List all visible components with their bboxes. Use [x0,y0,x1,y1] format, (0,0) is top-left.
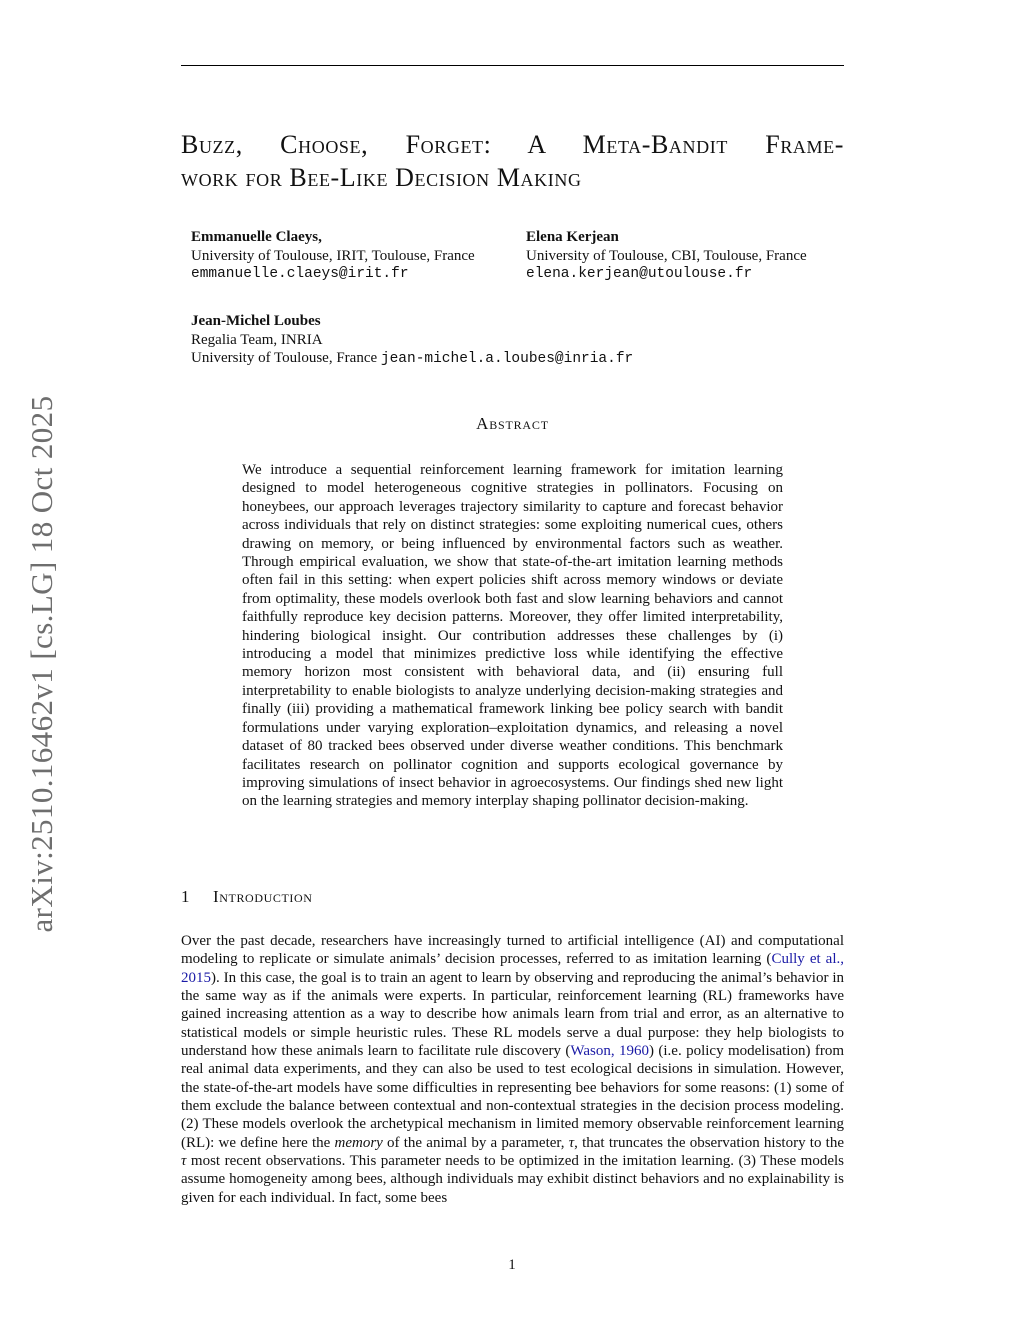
arxiv-identifier: arXiv:2510.16462v1 [cs.LG] 18 Oct 2025 [24,395,59,933]
intro-text-2: ). In this case, the goal is to train an agent to learn by observing and reproducing the animal’s behavior in the same way as if the animals were experts. In particular, reinforcement learning (RL) frameworks have gained increasing attention as a way to describe how animals learn from trial and error, as an alternative to statistical models or simple heuristic rules. These RL models serve a dual purpose: they help biologists to understand how these animals learn to facilitate rule discovery ( [181,969,844,1060]
section-heading [181,887,313,907]
citation-cully-2015[interactable]: Cully et al., 2015 [181,951,845,986]
author-email[interactable]: emmanuelle.claeys@irit.fr [191,266,409,282]
intro-text-6: most recent observations. This parameter needs to be optimized in the imitation learning. (3) These models assume homogeneity among bees, although individuals may exhibit distinct behaviors and no explainability is given for each individual. In fact, some bees [181,1153,844,1206]
intro-text-3: ) (i.e. policy modelisation) from real animal data experiments, and they can also be used to test ecological decisions in simulation. However, the state-of-the-art models have some difficulties in representing bee behaviors for some reasons: (1) some of them exclude the balance between contextual and non-contextual strategies in the decision process modeling. (2) These models overlook the archetypical mechanism in limited memory observable reinforcement learning (RL): we define here the [181,1043,844,1151]
page-number: 1 [508,1257,516,1273]
author-name: Elena Kerjean [526,229,619,245]
title-line-2: work for Bee-Like Decision Making [181,163,582,192]
author-email[interactable]: jean-michel.a.loubes@inria.fr [380,351,634,367]
tau-symbol: τ [568,1134,575,1151]
emphasis-memory: memory [334,1134,383,1151]
citation-wason-1960[interactable]: Wason, 1960 [570,1043,649,1060]
author-block-3 [191,312,633,369]
author-affiliation: Regalia Team, INRIA [191,331,323,348]
author-block-1 [191,228,475,284]
author-name: Jean-Michel Loubes [191,313,321,329]
tau-symbol: τ [181,1153,187,1170]
introduction-paragraph [181,932,844,1207]
author-email[interactable]: elena.kerjean@utoulouse.fr [526,266,753,282]
author-affiliation-line-2 [191,349,633,369]
author-name: Emmanuelle Claeys, [191,229,322,245]
author-affiliation-text: University of Toulouse, France [191,350,378,366]
section-number: 1 [181,887,191,906]
author-affiliation: University of Toulouse, CBI, Toulouse, France [526,247,807,264]
intro-text-4: of the animal by a parameter, [382,1134,569,1151]
abstract-heading: Abstract [476,414,549,433]
top-rule [181,65,844,66]
author-affiliation: University of Toulouse, IRIT, Toulouse, France [191,247,475,264]
section-title: Introduction [213,887,313,906]
abstract-text: We introduce a sequential reinforcement learning framework for imitation learning designed to model heterogeneous cognitive strategies in pollinators. Focusing on honeybees, our approach leverages trajectory similarity to capture and forecast behavior across individuals that rely on distinct strategies: some exploiting numerical cues, others drawing on memory, or being influenced by environmental factors such as weather. Through empirical evaluation, we show that state-of-the-art imitation learning methods often fail in this setting: when expert policies shift across memory windows or deviate from optimality, these models overlook both fast and slow learning behaviors and cannot faithfully reproduce key decision patterns. Moreover, they offer limited interpretability, hindering biological insight. Our contribution addresses these challenges by (i) introducing a model that minimizes predictive loss while identifying the effective memory horizon most consistent with behavioral data, and (ii) ensuring full interpretability to enable biologists to analyze underlying decision-making strategies and finally (iii) providing a mathematical framework linking bee policy search with bandit formulations under varying exploration–exploitation dynamics, and releasing a novel dataset of 80 tracked bees observed under diverse weather conditions. This benchmark facilitates research on pollinator cognition and supports ecological governance by improving simulations of insect behavior in agroecosystems. Our findings shed new light on the learning strategies and memory interplay shaping pollinator decision-making. [242,462,783,810]
intro-text-5: , that truncates the observation history to the [574,1134,845,1151]
paper-title [181,128,844,194]
intro-text-1: Over the past decade, researchers have increasingly turned to artificial intelligence (AI) and computational modeling to replicate or simulate animals’ decision processes, referred to as imitation learning ( [181,933,844,968]
title-line-1: Buzz, Choose, Forget: A Meta-Bandit Frame- [181,130,844,159]
author-block-2 [526,228,807,284]
